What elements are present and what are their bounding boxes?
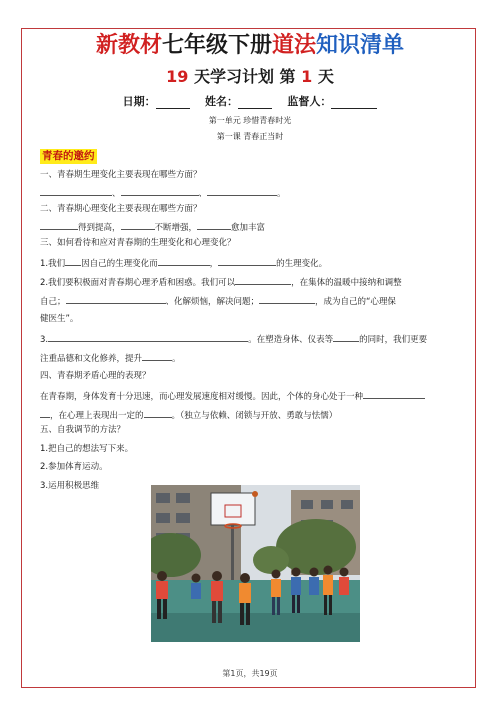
supervisor-label: 监督人： (287, 95, 332, 108)
q2-title: 二、青春期心理变化主要表现在哪些方面？ (40, 204, 202, 214)
q3-l3-text-a: 3. (40, 335, 49, 345)
title-part3: 道法 (272, 33, 317, 58)
q3-l3-text-c: 的同时，我们更要 (359, 335, 428, 345)
q3-line-4: 健医生”。 (40, 314, 79, 324)
q3-line-2 (40, 275, 402, 289)
q3-l2-blank-3[interactable] (259, 294, 315, 304)
name-label: 姓名： (205, 95, 238, 108)
q3-l3-blank-3[interactable] (142, 351, 172, 361)
q1-answer-line (40, 186, 286, 200)
q3-l1-blank-2[interactable] (158, 256, 210, 266)
q3-line-6 (40, 351, 181, 365)
q2-blank-2[interactable] (121, 220, 155, 230)
q2-answer-line (40, 220, 265, 234)
title-part4: 知识清单 (316, 33, 405, 58)
q1-end: 。 (277, 189, 286, 199)
title-part2: 七年级下册 (161, 33, 272, 58)
q3-title: 三、如何看待和应对青春期的生理变化和心理变化？ (40, 238, 236, 248)
subtitle-num2: 1 (301, 67, 313, 86)
q4-line-2 (40, 408, 337, 422)
q3-l1-text-c: ， (209, 259, 219, 269)
q3-l2-text-a: 2.我们要积极面对青春期心理矛盾和困惑。我们可以 (40, 278, 236, 288)
lesson-heading: 第一课 青春正当时 (216, 132, 284, 141)
date-label: 日期： (122, 95, 156, 108)
q3-line-3 (40, 294, 396, 308)
basketball-photo (151, 485, 360, 642)
subtitle-num1: 19 (166, 67, 189, 86)
q3-l3-blank-2[interactable] (333, 332, 359, 342)
q3-l2-text-c: 自己； (40, 297, 66, 307)
q4-blank-1[interactable] (363, 389, 425, 399)
q3-line-5 (40, 332, 427, 346)
q3-line-1 (40, 256, 327, 270)
q4-l2-text-a: ，在心理上表现出一定的 (50, 411, 144, 421)
q4-blank-1-cont[interactable] (40, 408, 50, 418)
q1-blank-1[interactable] (40, 186, 112, 196)
info-row (0, 93, 500, 109)
q4-title: 四、青春期矛盾心理的表现？ (40, 371, 151, 381)
q1-blank-3[interactable] (207, 186, 277, 196)
supervisor-field[interactable] (331, 96, 377, 109)
name-field[interactable] (238, 96, 272, 109)
q3-l1-blank-1[interactable] (65, 256, 81, 266)
q3-l2-text-d: 、化解烦恼，解决问题； (165, 297, 260, 307)
section-tag: 青春的邀约 (42, 150, 95, 162)
q2-text-c: 愈加丰富 (231, 223, 266, 233)
q4-blank-2[interactable] (144, 408, 172, 418)
q5-title: 五、自我调节的方法？ (40, 425, 126, 435)
q2-blank-1[interactable] (40, 220, 78, 230)
q3-l1-text-b: 因自己的生理变化而 (81, 259, 158, 269)
q1-title: 一、青春期生理变化主要表现在哪些方面？ (40, 170, 202, 180)
q4-l1-text: 在青春期，身体发育十分迅速，而心理发展速度相对缓慢。因此，个体的身心处于一种 (40, 392, 364, 402)
q3-l3-text-d: 注重品德和文化修养，提升 (40, 354, 143, 364)
subtitle-text1: 天学习计划 第 (193, 67, 302, 86)
q3-l1-blank-3[interactable] (218, 256, 276, 266)
date-field[interactable] (156, 96, 190, 109)
plan-subtitle (0, 67, 500, 87)
q3-l1-text-d: 的生理变化。 (276, 259, 328, 269)
q3-l3-text-e: 。 (172, 354, 181, 364)
q3-l2-blank-1[interactable] (235, 275, 291, 285)
q3-l1-text-a: 1.我们 (40, 259, 66, 269)
title-part1: 新教材 (95, 33, 162, 58)
q3-l2-text-e: ，成为自己的“心理保 (315, 297, 396, 307)
q3-l3-text-b: 。在塑造身体、仪表等 (248, 335, 334, 345)
q2-text-b: 不断增强， (154, 223, 198, 233)
page-footer: 第1页，共19页 (222, 669, 278, 678)
subtitle-text2: 天 (312, 67, 334, 86)
q3-l2-text-b: ，在集体的温暖中接纳和调整 (291, 278, 402, 288)
q1-sep-2: 、 (198, 189, 208, 199)
q3-l3-blank-1[interactable] (48, 332, 248, 342)
q4-line-1 (40, 389, 425, 403)
q5-item-1: 1.把自己的想法写下来。 (40, 444, 134, 454)
q1-blank-2[interactable] (121, 186, 199, 196)
document-title (0, 33, 500, 59)
q2-text-a: 得到提高， (78, 223, 121, 233)
q2-blank-3[interactable] (197, 220, 231, 230)
q5-item-3: 3.运用积极思维 (40, 481, 100, 491)
q1-sep-1: 、 (112, 189, 121, 199)
q3-l2-blank-2[interactable] (66, 294, 166, 304)
q4-l2-text-b: 。（独立与依赖、闭锁与开放、勇敢与怯懦） (171, 411, 338, 421)
q5-item-2: 2.参加体育运动。 (40, 462, 108, 472)
unit-heading: 第一单元 珍惜青春时光 (208, 116, 292, 125)
